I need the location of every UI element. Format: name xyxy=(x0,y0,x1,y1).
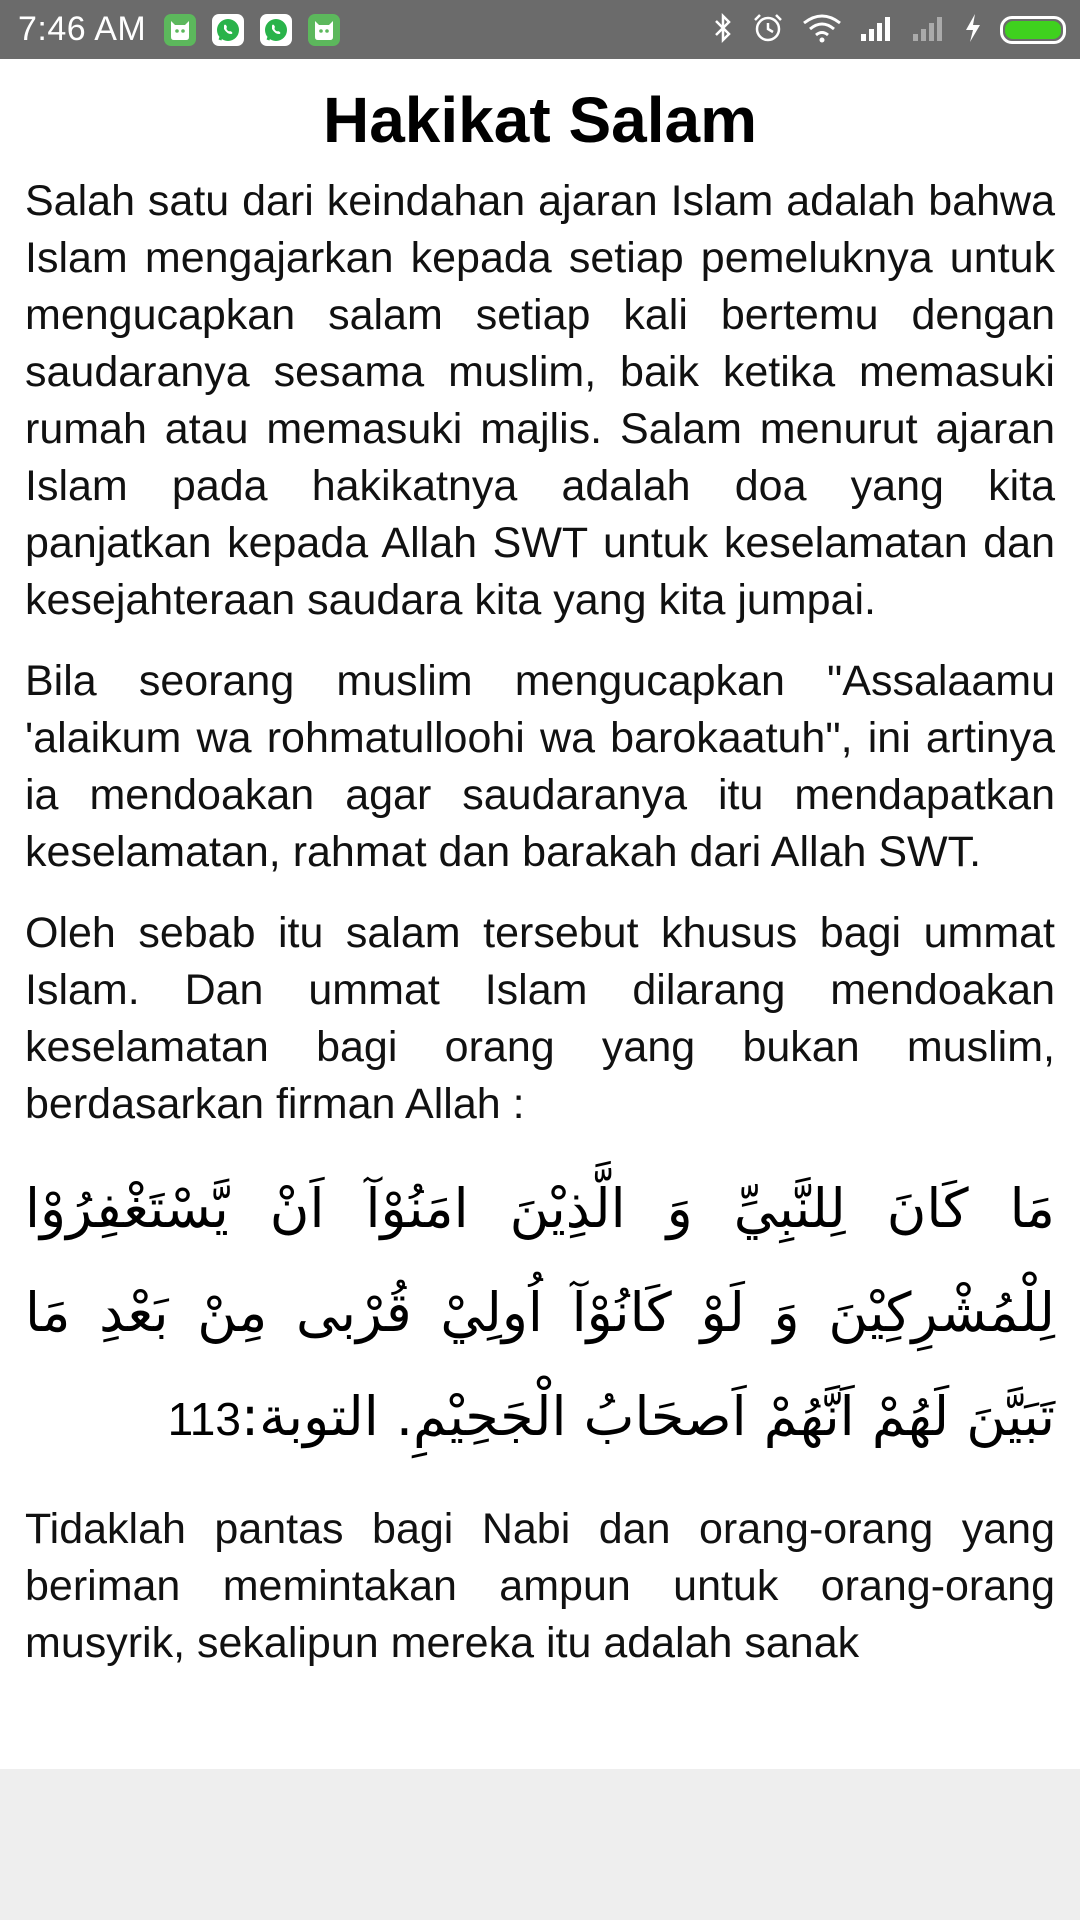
article-title: Hakikat Salam xyxy=(322,84,758,156)
arabic-verse-text: مَا كَانَ لِلنَّبِيِّ وَ الَّذِيْنَ امَنُوْآ اَنْ يَّسْتَغْفِرُوْا لِلْمُشْرِكِيْنَ وَ لَوْ كَانُوْآ اُولِيْ قُرْبى مِنْ بَعْدِ مَا تَبَيَّنَ لَهُمْ اَنَّهُمْ اَصحَابُ الْجَحِيْمِ. التوبة: xyxy=(25,1177,1055,1448)
bottom-panel xyxy=(0,1769,1080,1920)
status-icons xyxy=(712,12,1066,48)
signal-icon xyxy=(860,14,894,46)
bluetooth-icon xyxy=(712,12,734,48)
arabic-verse xyxy=(25,1157,1055,1471)
article-view[interactable] xyxy=(0,59,1080,1769)
article-paragraph: Oleh sebab itu salam tersebut khusus bagi ummat Islam. Dan ummat Islam dilarang mendoakan keselamatan bagi orang yang bukan muslim, berdasarkan firman Allah : xyxy=(25,909,1055,1128)
battery-level-fill xyxy=(1005,21,1061,39)
article-paragraph: Salah satu dari keindahan ajaran Islam adalah bahwa Islam mengajarkan kepada setiap pemeluknya untuk mengucapkan salam setiap kali bertemu dengan saudaranya sesama muslim, baik ketika memasuki rumah atau memasuki majlis. Salam menurut ajaran Islam pada hakikatnya adalah doa yang kita panjatkan kepada Allah SWT untuk keselamatan dan kesejahteraan saudara kita yang kita jumpai. xyxy=(25,177,1055,624)
whatsapp-icon xyxy=(260,14,292,46)
whatsapp-icon xyxy=(212,14,244,46)
verse-number: 113 xyxy=(167,1393,241,1445)
article-paragraph: Bila seorang muslim mengucapkan "Assalaamu 'alaikum wa rohmatulloohi wa barokaatuh", ini artinya ia mendoakan agar saudaranya itu mendapatkan keselamatan, rahmat dan barakah dari Allah SWT. xyxy=(25,657,1055,876)
android-cat-icon xyxy=(164,14,196,46)
signal-empty-icon xyxy=(912,14,946,46)
status-time: 7:46 AM xyxy=(18,10,147,48)
charging-icon xyxy=(964,13,982,47)
wifi-icon xyxy=(802,13,842,47)
status-bar xyxy=(0,0,1080,59)
android-cat-icon xyxy=(308,14,340,46)
verse-translation: Tidaklah pantas bagi Nabi dan orang-orang yang beriman memintakan ampun untuk orang-orang musyrik, sekalipun mereka itu adalah sanak xyxy=(25,1505,1055,1667)
battery-icon xyxy=(1000,16,1066,44)
alarm-icon xyxy=(752,12,784,48)
